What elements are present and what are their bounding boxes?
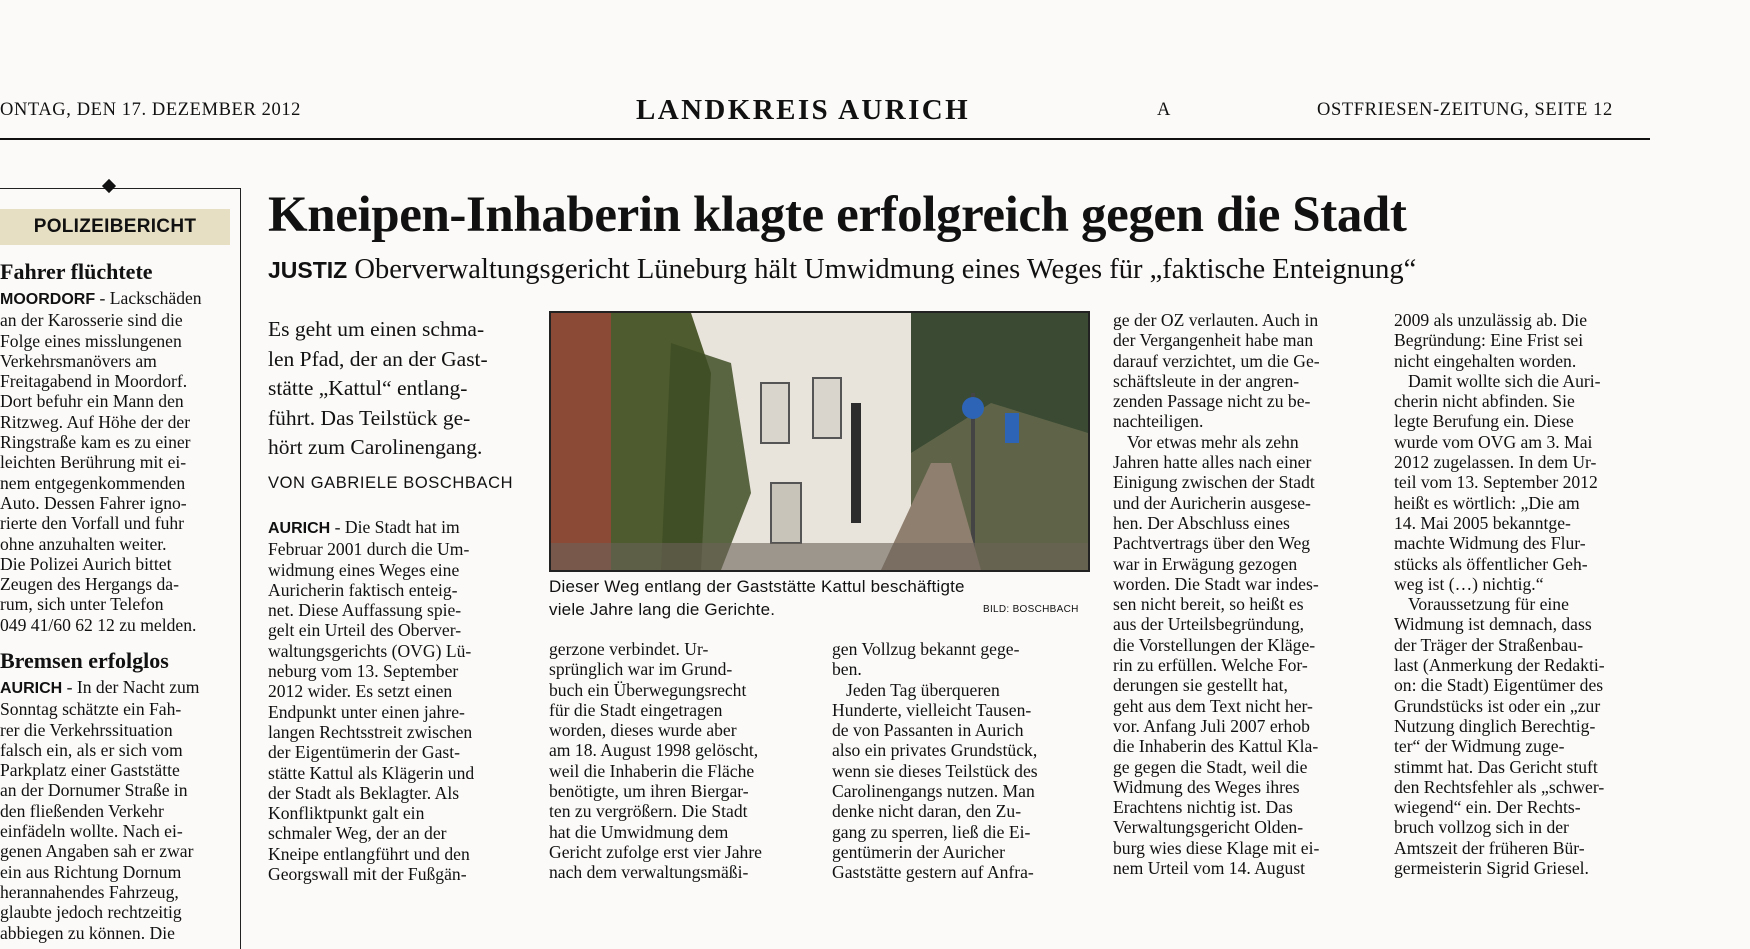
dateline: MOORDORF	[0, 291, 96, 308]
section-title: LANDKREIS AURICH	[636, 94, 971, 126]
photo-credit: BILD: BOSCHBACH	[983, 604, 1079, 615]
police-item-body: MOORDORF - Lackschäden an der Karosserie sind die Folge eines misslungenen Verkehrsmanövers am Freitagabend in Moordorf. Dort befuhr ein Mann den Ritzweg. Auf Höhe der der Ringstraße kam es zu einer leichten Berührung mit ei- nem entgegenkommenden Auto. Dessen Fahrer igno- rierte den Vorfall und fuhr ohne anzuhalten weiter. Die Polizei Aurich bittet Zeugen des Hergangs da- rum, sich unter Telefon 049 41/60 62 12 zu melden.	[0, 288, 202, 635]
article-photo	[549, 311, 1090, 572]
article-subheadline: JUSTIZ Oberverwaltungsgericht Lüneburg hält Umwidmung eines Weges für „faktische Enteignung“	[268, 254, 1417, 285]
police-item-body: AURICH - In der Nacht zum Sonntag schätzte ein Fah- rer die Verkehrssituation falsch ein, als er sich vom Parkplatz einer Gaststätte an der Dornumer Straße in den fließenden Verkehr einfädeln wollte. Nach ei- genen Angaben sah er zwar ein aus Richtung Dornum herannahendes Fahrzeug, glaubte jedoch rechtzeitig abbiegen zu können. Die	[0, 677, 200, 943]
kicker: JUSTIZ	[268, 257, 348, 283]
dateline: AURICH	[0, 680, 63, 697]
issue-date: ONTAG, DEN 17. DEZEMBER 2012	[0, 100, 302, 120]
article-column-1: AURICH - Die Stadt hat im Februar 2001 durch die Um- widmung eines Weges eine Auricherin faktisch enteig- net. Diese Auffassung spie- gelt ein Urteil des Oberver- waltungsgerichts (OVG) Lü- neburg vom 13. September 2012 wider. Es setzt einen Endpunkt unter einen jahre- langen Rechtsstreit zwischen der Eigentümerin der Gast- stätte Kattul als Klägerin und der Stadt als Beklagter. Als Konfliktpunkt galt ein schmaler Weg, der an der Kneipe entlangführt und den Georgswall mit der Fußgän-	[268, 517, 475, 885]
article-headline: Kneipen-Inhaberin klagte erfolgreich gegen die Stadt	[268, 187, 1407, 243]
dateline: AURICH	[268, 520, 331, 537]
photo-illustration	[551, 313, 1088, 570]
article-column-4: ge der OZ verlauten. Auch in der Vergangenheit habe man darauf verzichtet, um die Ge- schäftsleute in der angren- zenden Passage nicht zu be- nachteiligen. Vor etwas mehr als zehn Jahren hatte alles nach einer Einigung zwischen der Stadt und der Auricherin ausgese- hen. Der Abschluss eines Pachtvertrags über den Weg war in Erwägung gezogen worden. Die Stadt war indes- sen nicht bereit, so heißt es aus der Urteilsbegründung, die Vorstellungen der Kläge- rin zu erfüllen. Welche For- derungen sie gestellt hat, geht aus dem Text nicht her- vor. Anfang Juli 2007 erhob die Inhaberin des Kattul Kla- ge gegen die Stadt, weil die Widmung des Weges ihres Erachtens nichtig ist. Das Verwaltungsgericht Olden- burg wies diese Klage mit ei- nem Urteil vom 14. August	[1113, 310, 1320, 879]
police-item-headline: Bremsen erfolglos	[0, 648, 169, 673]
photo-caption: Dieser Weg entlang der Gaststätte Kattul beschäftigte viele Jahre lang die Gerichte.	[549, 577, 965, 619]
article-column-3: gen Vollzug bekannt gege- ben. Jeden Tag überqueren Hunderte, vielleicht Tausen- de von Passanten in Aurich also ein privates Grundstück, wenn sie dieses Teilstück des Carolinengangs nutzen. Man denke nicht daran, den Zu- gang zu sperren, ließ die Ei- gentümerin der Auricher Gaststätte gestern auf Anfra-	[832, 639, 1038, 883]
edition-letter: A	[1157, 100, 1171, 120]
police-item-headline: Fahrer flüchtete	[0, 259, 153, 284]
article-column-2: gerzone verbindet. Ur- sprünglich war im Grund- buch ein Überwegungsrecht für die Stadt eingetragen worden, dieses wurde aber am 18. August 1998 gelöscht, weil die Inhaberin die Fläche benötigte, um ihren Biergar- ten zu vergrößern. Die Stadt hat die Umwidmung dem Gericht zufolge erst vier Jahre nach dem verwaltungsmäßi-	[549, 639, 762, 883]
byline: VON GABRIELE BOSCHBACH	[268, 474, 514, 492]
paper-page: OSTFRIESEN-ZEITUNG, SEITE 12	[1317, 100, 1613, 120]
header-rule	[0, 138, 1650, 140]
article-teaser: Es geht um einen schma- len Pfad, der an der Gast- stätte „Kattul“ entlang- führt. Das Teilstück ge- hört zum Carolinengang.	[268, 317, 488, 459]
police-report-badge: POLIZEIBERICHT	[0, 209, 230, 245]
article-column-5: 2009 als unzulässig ab. Die Begründung: Eine Frist sei nicht eingehalten worden. Damit wollte sich die Auri- cherin nicht abfinden. Sie legte Berufung ein. Diese wurde vom OVG am 3. Mai 2012 zugelassen. In dem Ur- teil vom 13. September 2012 heißt es wörtlich: „Die am 14. Mai 2005 bekanntge- machte Widmung des Flur- stücks als öffentlicher Geh- weg ist (…) nichtig.“ Voraussetzung für eine Widmung ist demnach, dass der Träger der Straßenbau- last (Anmerkung der Redakti- on: die Stadt) Eigentümer des Grundstücks ist oder ein „zur Nutzung dinglich Berechtig- ter“ der Widmung zuge- stimmt hat. Das Gericht stuft den Rechtsfehler als „schwer- wiegend“ ein. Der Rechts- bruch vollzog sich in der Amtszeit der früheren Bür- germeisterin Sigrid Griesel.	[1394, 310, 1605, 879]
